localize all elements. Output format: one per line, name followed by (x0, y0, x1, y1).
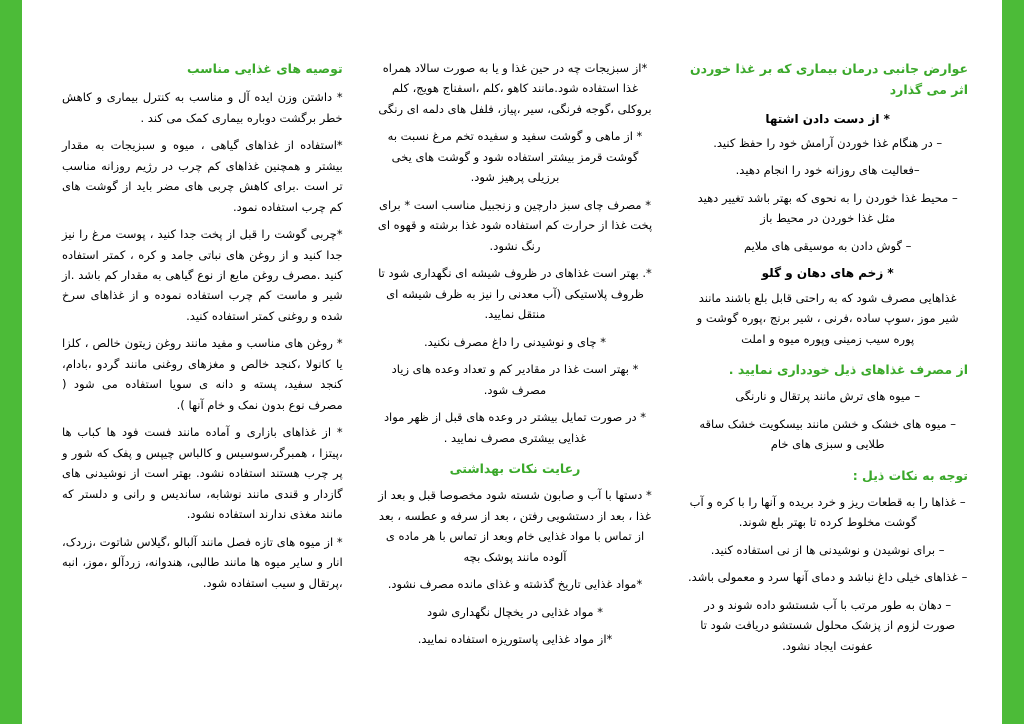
avoid-foods-item: – میوه های خشک و خشن مانند بیسکویت خشک ساقه طلایی و سبزی های خام (699, 416, 957, 452)
advice-paragraph: * مصرف چای سبز دارچین و زنجبیل مناسب است * برای پخت غذا از حرارت کم استفاده شود غذا برشته و قهوه ای رنگ نشود. (377, 197, 653, 253)
appetite-tip: – گوش دادن به موسیقی های ملایم (743, 238, 912, 253)
hygiene-paragraph: *مواد غذایی تاریخ گذشته و غذای مانده مصرف نشود. (387, 577, 643, 592)
mouth-sores-tip: غذاهایی مصرف شود که به راحتی قابل بلع باشند مانند شیر موز ،سوپ ساده ،فرنی ، شیر برنج ،پوره گوشت و پوره سیب زمینی وپوره میوه و املت (696, 290, 959, 346)
column-nutrition-recommendations (46, 58, 359, 704)
avoid-foods-title: از مصرف غذاهای ذیل خودداری نمایید . (728, 362, 968, 378)
hygiene-title: رعایت نکات بهداشتی (449, 460, 581, 476)
columns-container (28, 0, 1002, 724)
side-effects-title: عوارض جانبی درمان بیماری که بر غذا خوردن اثر می گذارد (689, 61, 968, 98)
right-green-band (1002, 0, 1024, 724)
advice-paragraph: * از ماهی و گوشت سفید و سفیده تخم مرغ نسبت به گوشت قرمز بیشتر استفاده شود و گوشت های یخی برزیلی پرهیز شود. (387, 129, 643, 185)
notes-item: – غذاها را به قطعات ریز و خرد بریده و آنها را با کره و آب گوشت مخلوط کرده تا بهتر بلع شوند. (689, 494, 966, 530)
notes-item: – غذاهای خیلی داغ نباشد و دمای آنها سرد و معمولی باشد. (687, 570, 968, 585)
nutrition-title: توصیه های غذایی مناسب (187, 61, 343, 76)
notes-item: – برای نوشیدن و نوشیدنی ها از نی استفاده کنید. (710, 542, 945, 557)
nutrition-paragraph: * از غذاهای بازاری و آماده مانند فست فود ها کباب ها ،پیتزا ، همبرگر،سوسیس و کالباس چیپس و پفک که شور و پر چرب هستند استفاده نشود. بهتر است از نوشیدنی های گازدار و قندی مانند نوشابه، ساندیس و رانی و دلستر که مانند مغذی ندارند استفاده نشود. (61, 425, 343, 522)
hygiene-paragraph: *از مواد غذایی پاستوریزه استفاده نمایید. (417, 632, 613, 647)
appetite-tip: – در هنگام غذا خوردن آرامش خود را حفظ کنید. (713, 135, 943, 150)
column-side-effects (671, 58, 984, 704)
advice-paragraph: *از سبزیجات چه در حین غذا و یا به صورت سالاد همراه غذا استفاده شود.مانند کاهو ،کلم ،اسفناج هویج، کلم بروکلی ،گوجه فرنگی، سیر ،پیاز، فلفل های دلمه ای رنگی (378, 61, 652, 116)
advice-paragraph: * چای و نوشیدنی را داغ مصرف نکنید. (423, 334, 607, 349)
appetite-tip: –فعالیت های روزانه خود را انجام دهید. (735, 163, 920, 178)
nutrition-paragraph: *استفاده از غذاهای گیاهی ، میوه و سبزیجات به مقدار بیشتر و همچنین غذاهای کم چرب در رژیم روزانه مناسب تر است .برای کاهش چربی های مضر باید از گوشت های کم چرب استفاده نمود. (61, 138, 343, 214)
nutrition-paragraph: *چربی گوشت را قبل از پخت جدا کنید ، پوست مرغ را نیز جدا کنید و از روغن های نباتی جامد و کره ، کمتر استفاده کنید .مصرف روغن مایع از نوع گیاهی به مقدار کم باشد .از شیر و ماست کم چرب استفاده نموده و از غذاهای سرخ شده و روغنی کمتر استفاده کنید. (61, 227, 343, 323)
advice-paragraph: *. بهتر است غذاهای در ظروف شیشه ای نگهداری شود تا ظروف پلاستیکی (آب معدنی را نیز به ظرف شیشه ای منتقل نمایید. (378, 266, 652, 322)
hygiene-paragraph: * دستها با آب و صابون شسته شود مخصوصا قبل و بعد از غذا ، بعد از دستشویی رفتن ، بعد از سرفه و عطسه ، بعد از تماس با مواد غذایی خام وبعد از تماس با هر ماده ی آلوده مانند پوشک بچه (378, 488, 652, 564)
nutrition-paragraph: * از میوه های تازه فصل مانند آلبالو ،گیلاس شاتوت ،زردک، انار و سایر میوه ها مانند طالبی، هندوانه، زردآلو ،موز، انبه ،پرتقال و سیب استفاده شود. (61, 534, 343, 590)
notes-title: توجه به نکات ذیل : (852, 467, 968, 483)
hygiene-paragraph: * مواد غذایی در یخچال نگهداری شود (426, 604, 604, 619)
avoid-foods-item: – میوه های ترش مانند پرتقال و نارنگی (735, 389, 921, 404)
advice-paragraph: * در صورت تمایل بیشتر در وعده های قبل از ظهر مواد غذایی بیشتری مصرف نمایید . (383, 410, 647, 445)
left-green-band (0, 0, 22, 724)
appetite-loss-subtitle: * از دست دادن اشتها (765, 111, 890, 126)
content-sheet (28, 0, 1002, 724)
column-general-advice (359, 58, 672, 704)
advice-paragraph: * بهتر است غذا در مقادیر کم و تعداد وعده های زیاد مصرف شود. (391, 362, 639, 397)
appetite-tip: – محیط غذا خوردن را به نحوی که بهتر باشد تغییر دهید مثل غذا خوردن در محیط باز (697, 190, 958, 226)
nutrition-paragraph: * روغن های مناسب و مفید مانند روغن زیتون خالص ، کلزا یا کانولا ،کنجد خالص و مغزهای روغنی مانند گردو ،بادام، کنجد سفید، پسته و دانه ی سویا استفاده می شود ( مصرف نوع بدون نمک و خام آنها ). (61, 336, 343, 412)
notes-item: – دهان به طور مرتب با آب شستشو داده شوند و در صورت لزوم از پزشک محلول شستشو دریافت شود تا عفونت ایجاد نشود. (700, 597, 956, 653)
nutrition-paragraph: * داشتن وزن ایده آل و مناسب به کنترل بیماری و کاهش خطر برگشت دوباره بیماری کمک می کند . (61, 90, 343, 125)
mouth-sores-subtitle: * زخم های دهان و گلو (761, 266, 894, 281)
